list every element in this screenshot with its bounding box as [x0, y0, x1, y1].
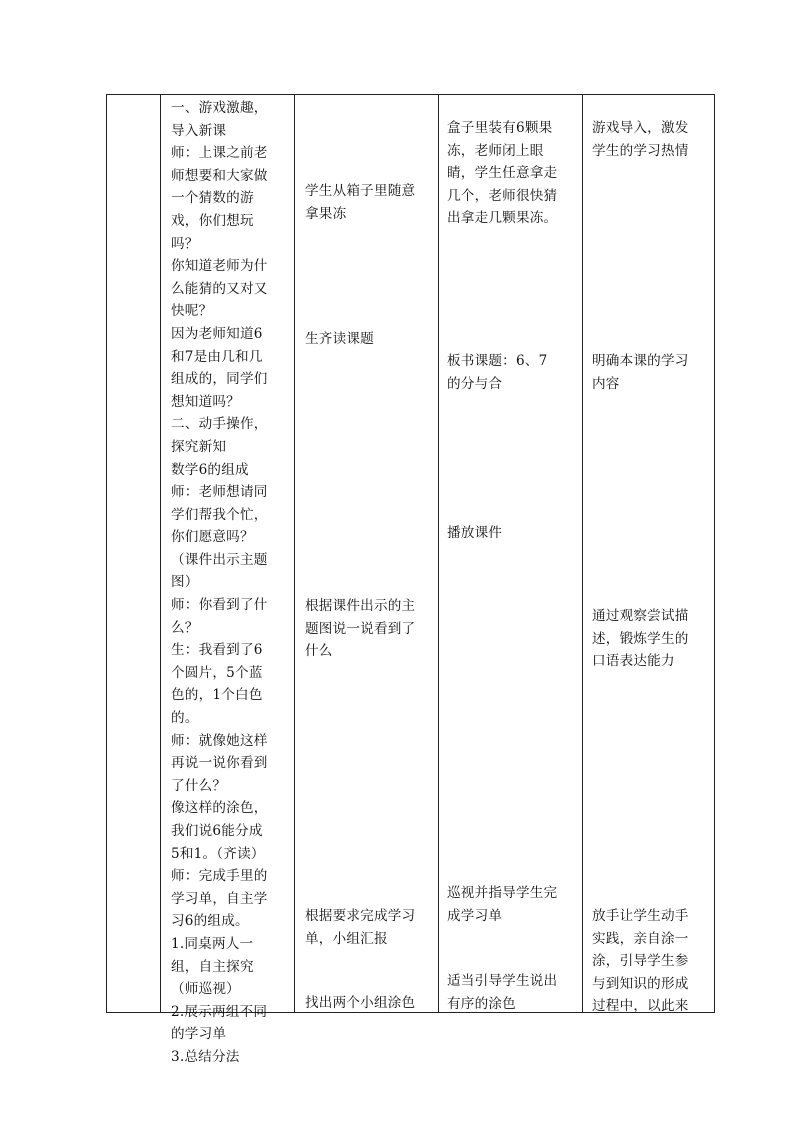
process-line: 2.展示两组不同 — [171, 1003, 268, 1020]
process-line: 我们说6能分成 — [171, 823, 263, 839]
process-line: 师：你看到了什 — [171, 597, 268, 614]
cell-empty — [107, 95, 161, 1013]
process-line: 习6的组成。 — [171, 913, 249, 930]
process-line: 么能猜的又对又 — [171, 280, 268, 297]
process-line: 3.总结分法 — [171, 1048, 240, 1065]
cell-student-activity — [295, 95, 439, 1013]
teacher-activity-1: 盒子里装有6颗果 冻，老师闭上眼 睛，学生任意拿走 几个，老师很快猜 出拿走几颗果冻。 — [447, 120, 558, 227]
process-line: 组，自主探究 — [171, 958, 254, 975]
process-line: 学习单，自主学 — [171, 890, 268, 907]
student-activity-2: 生齐读课题 — [305, 331, 374, 347]
teaching-process-text — [171, 97, 293, 1069]
cell-design-intent — [583, 95, 715, 1013]
process-line: 再说一说你看到 — [171, 755, 268, 772]
process-line: 么？ — [171, 619, 199, 636]
process-line: 5和1。（齐读） — [171, 845, 265, 862]
process-line: 导入新课 — [171, 122, 227, 139]
process-line: 数学6的组成 — [171, 461, 249, 478]
process-line: 图） — [171, 574, 199, 591]
process-line: 一个猜数的游 — [171, 190, 254, 207]
process-line: 你们愿意吗？ — [171, 529, 254, 546]
process-line: 个圆片，5个蓝 — [171, 664, 263, 681]
process-line: 师想要和大家做 — [171, 167, 268, 184]
table-row — [107, 95, 715, 1013]
process-line: 师：完成手里的 — [171, 868, 268, 885]
process-line: 的学习单 — [171, 1026, 227, 1043]
process-line: 了什么？ — [171, 777, 227, 794]
process-line: 师：老师想请同 — [171, 484, 268, 501]
lesson-plan-table — [106, 94, 715, 1065]
cell-teaching-process — [161, 95, 295, 1065]
process-line: 想知道吗？ — [171, 393, 240, 410]
process-line: 学们帮我个忙， — [171, 506, 268, 523]
student-activity-5: 找出两个小组涂色 — [305, 995, 416, 1011]
teacher-activity-5: 适当引导学生说出 有序的涂色 — [447, 973, 558, 1012]
process-line: 探究新知 — [171, 438, 227, 455]
process-line: 和7是由几和几 — [171, 348, 263, 365]
process-line: （师巡视） — [171, 981, 240, 998]
process-line: （课件出示主题 — [171, 551, 268, 568]
teacher-activity-4: 巡视并指导学生完 成学习单 — [447, 885, 558, 924]
process-line: 快呢？ — [171, 303, 213, 320]
process-line: 一、游戏激趣， — [171, 100, 268, 116]
process-line: 的。 — [171, 710, 199, 727]
process-line: 你知道老师为什 — [171, 258, 268, 275]
process-line: 组成的，同学们 — [171, 371, 268, 388]
process-line: 1.同桌两人一 — [171, 935, 254, 952]
process-line: 师：就像她这样 — [171, 732, 268, 749]
process-line: 生：我看到了6 — [171, 642, 263, 659]
process-line: 像这样的涂色， — [171, 800, 268, 817]
student-activity-3: 根据课件出示的主 题图说一说看到了 什么 — [305, 598, 416, 660]
process-line: 吗？ — [171, 235, 199, 252]
student-activity-4: 根据要求完成学习 单，小组汇报 — [305, 908, 416, 947]
student-activity-1: 学生从箱子里随意 拿果冻 — [305, 183, 416, 222]
design-intent-1: 游戏导入，激发 学生的学习热情 — [592, 120, 689, 159]
process-line: 因为老师知道6 — [171, 325, 263, 342]
design-intent-2: 明确本课的学习 内容 — [592, 353, 689, 392]
teacher-activity-3: 播放课件 — [447, 525, 503, 541]
process-line: 色的，1个白色 — [171, 687, 263, 704]
process-line: 戏，你们想玩 — [171, 212, 254, 229]
cell-teacher-activity — [439, 95, 583, 1013]
teacher-activity-2: 板书课题：6、7 的分与合 — [447, 353, 548, 392]
design-intent-3: 通过观察尝试描 述，锻炼学生的 口语表达能力 — [592, 608, 689, 670]
process-line: 二、动手操作， — [171, 416, 268, 433]
process-line: 师：上课之前老 — [171, 145, 268, 162]
design-intent-4: 放手让学生动手 实践，亲自涂一 涂，引导学生参 与到知识的形成 过程中，以此来 — [592, 908, 689, 1015]
